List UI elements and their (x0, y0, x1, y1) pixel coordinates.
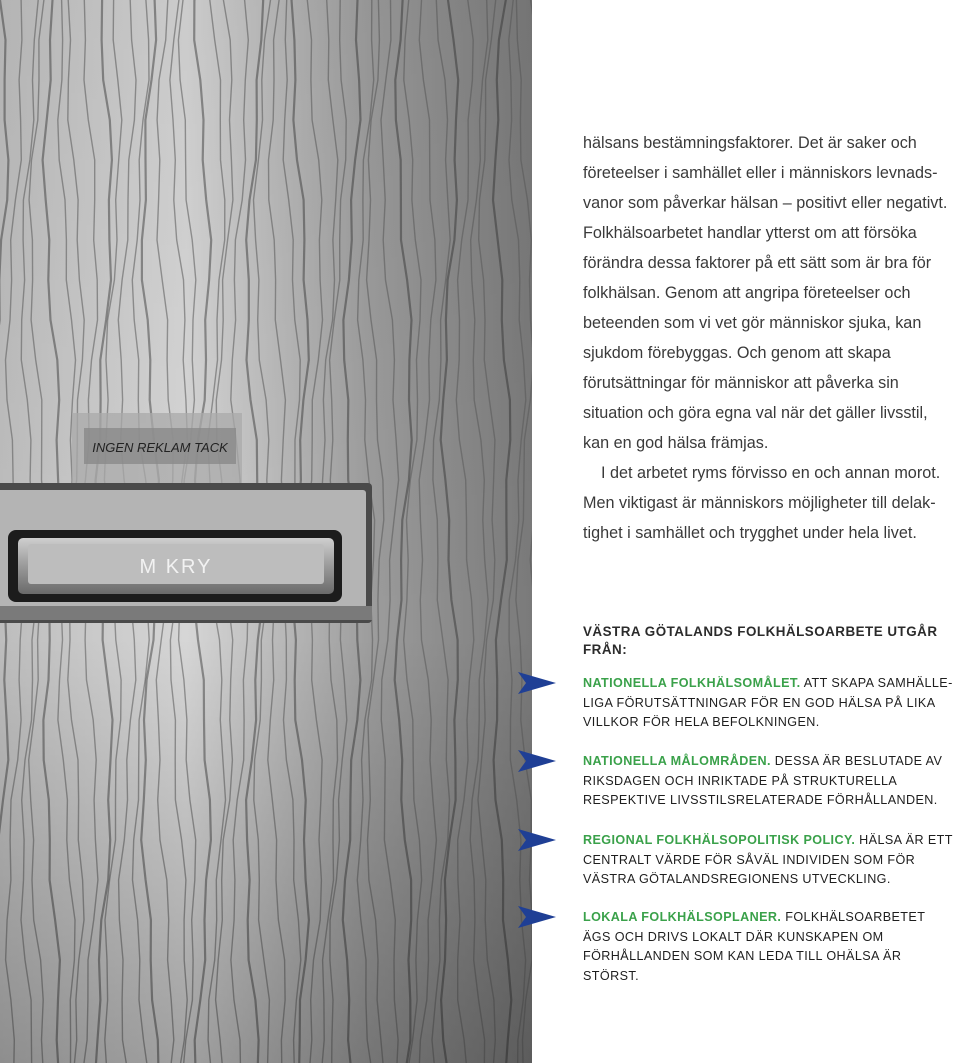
list-item (583, 674, 955, 733)
body-paragraph-1: hälsans bestämningsfaktorer. Det är saker och företeelser i samhället eller i människors levnadsvanor som påverkar hälsan – positivt eller negativt. Folkhälsoarbetet handlar ytterst om att försöka förändra dessa faktorer på ett sätt som är bra för folkhälsan. Genom att angripa företeelser och beteenden som vi vet gör människor sjuka, kan sjukdom förebyggas. Och genom att skapa förutsättningar för människor att påverka sin situation och göra egna val när det gäller livsstil, kan en god hälsa främjas. (583, 134, 948, 452)
item-lead: REGIONAL FOLKHÄLSOPOLITISK POLICY. (583, 833, 856, 847)
item-lead: LOKALA FOLKHÄLSOPLANER. (583, 910, 782, 924)
arrow-pointer-icon (518, 750, 556, 772)
arrow-pointer-icon (518, 672, 556, 694)
item-text: FOLKHÄLSOARBETET ÄGS OCH DRIVS LOKALT DÄR KUNSKAPEN OM FÖRHÅLLANDEN SOM KAN LEDA TILL OHÄLSA ÄR STÖRST. (583, 910, 926, 983)
mail-slot-nameplate: M KRY (139, 556, 213, 578)
list-item (583, 908, 955, 986)
no-ads-sticker (72, 413, 242, 483)
list-item (583, 752, 955, 811)
body-paragraph-2: I det arbetet ryms förvisso en och annan morot. Men viktigast är människors möjligheter till delaktighet i samhället och trygghet under hela livet. (583, 464, 941, 542)
item-text: ATT SKAPA SAMHÄLLELIGA FÖRUTSÄTTNINGAR FÖR EN GOD HÄLSA PÅ LIKA VILLKOR FÖR HELA BEFOLKNINGEN. (583, 676, 953, 729)
section-heading: VÄSTRA GÖTALANDS FOLKHÄLSOARBETE UTGÅR FRÅN: (583, 624, 938, 657)
arrow-pointer-icon (518, 829, 556, 851)
sticker-text: INGEN REKLAM TACK (92, 440, 228, 455)
list-item (583, 831, 955, 890)
mail-slot (0, 483, 372, 623)
arrow-pointer-icon (518, 906, 556, 928)
item-text: HÄLSA ÄR ETT CENTRALT VÄRDE FÖR SÅVÄL INDIVIDEN SOM FÖR VÄSTRA GÖTALANDSREGIONENS UTVECKLING. (583, 833, 953, 886)
item-text: DESSA ÄR BESLUTADE AV RIKSDAGEN OCH INRIKTADE PÅ STRUKTURELLA RESPEKTIVE LIVSSTILSRELATERADE FÖRHÅLLANDEN. (583, 754, 943, 807)
item-lead: NATIONELLA FOLKHÄLSOMÅLET. (583, 676, 801, 690)
body-text-column (583, 128, 955, 548)
item-lead: NATIONELLA MÅLOMRÅDEN. (583, 754, 771, 768)
